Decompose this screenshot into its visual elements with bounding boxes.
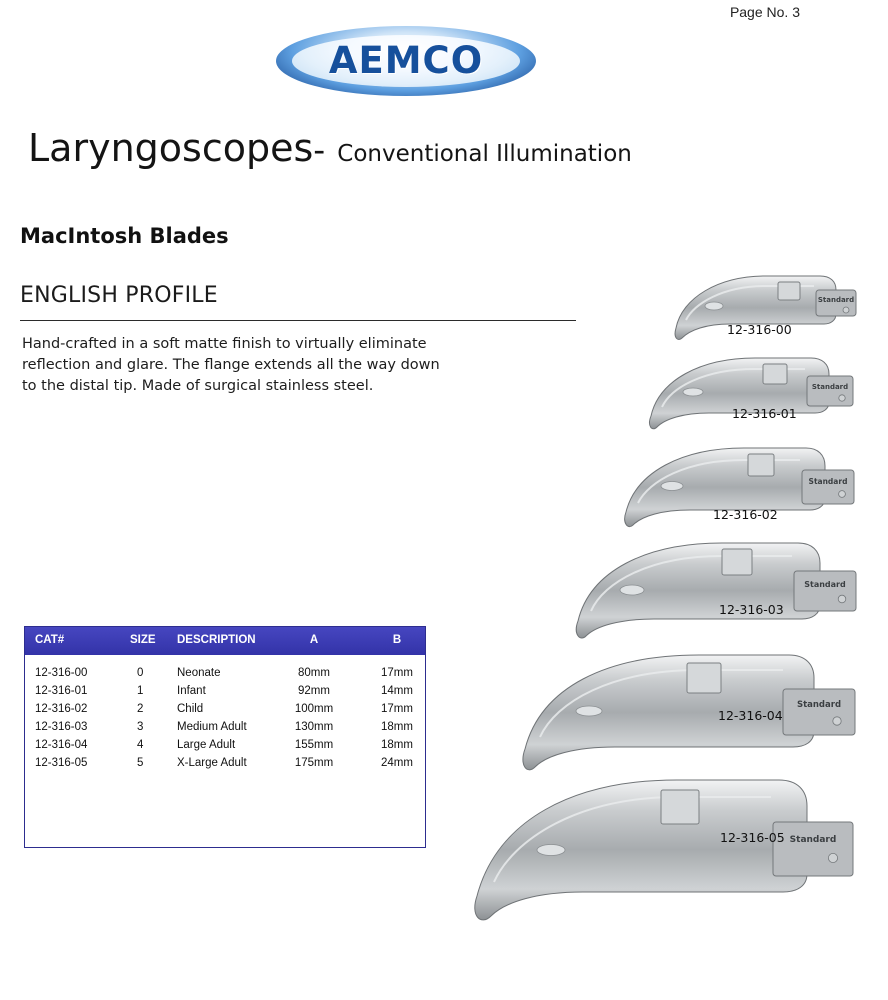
page-title-main: Laryngoscopes <box>28 126 314 170</box>
table-row <box>25 739 425 757</box>
cell-a: 100mm <box>294 703 334 715</box>
cell-size: 1 <box>137 685 144 697</box>
cell-b: 18mm <box>381 721 413 733</box>
cell-cat: 12-316-05 <box>35 757 88 769</box>
blade-image-12-316-01 <box>645 350 875 450</box>
cell-a: 80mm <box>298 667 330 679</box>
cell-a: 175mm <box>294 757 334 769</box>
page-title-dash: - <box>313 130 326 169</box>
table-row <box>25 685 425 703</box>
svg-text:Standard: Standard <box>811 383 849 391</box>
table-row <box>25 703 425 721</box>
column-header-description: DESCRIPTION <box>177 634 256 646</box>
cell-b: 14mm <box>381 685 413 697</box>
aemco-logo <box>276 26 536 96</box>
figure-label-12-316-03: 12-316-03 <box>719 602 784 617</box>
section-heading: MacIntosh Blades <box>20 224 229 248</box>
svg-text:Standard: Standard <box>817 296 855 304</box>
cell-a: 155mm <box>294 739 334 751</box>
specification-table <box>24 626 426 848</box>
cell-cat: 12-316-00 <box>35 667 88 679</box>
page-title <box>28 126 632 170</box>
column-header-size: SIZE <box>130 634 156 646</box>
svg-text:Standard: Standard <box>808 477 848 486</box>
cell-description: Child <box>177 703 204 715</box>
cell-size: 4 <box>137 739 144 751</box>
cell-description: Medium Adult <box>177 721 247 733</box>
cell-cat: 12-316-01 <box>35 685 88 697</box>
cell-b: 24mm <box>381 757 413 769</box>
blade-image-12-316-00 <box>670 268 870 358</box>
table-header-row <box>25 627 425 655</box>
cell-description: Infant <box>177 685 206 697</box>
product-images <box>455 250 888 970</box>
cell-size: 2 <box>137 703 144 715</box>
cell-b: 17mm <box>381 667 413 679</box>
cell-size: 3 <box>137 721 144 733</box>
table-row <box>25 667 425 685</box>
description-text: Hand-crafted in a soft matte finish to virtually eliminate reflection and glare. The flange extends all the way down to the distal tip. Made of surgical stainless steel. <box>22 336 440 394</box>
column-header-b: B <box>392 634 402 646</box>
cell-cat: 12-316-02 <box>35 703 88 715</box>
column-header-cat: CAT# <box>35 634 65 646</box>
svg-text:Standard: Standard <box>804 580 846 589</box>
cell-a: 130mm <box>294 721 334 733</box>
page-number: Page No. 3 <box>729 4 800 20</box>
cell-cat: 12-316-03 <box>35 721 88 733</box>
figure-label-12-316-05: 12-316-05 <box>720 830 785 845</box>
cell-description: X-Large Adult <box>177 757 247 769</box>
column-header-a: A <box>309 634 319 646</box>
page-title-sub: Conventional Illumination <box>337 141 632 167</box>
table-row <box>25 721 425 739</box>
profile-heading: ENGLISH PROFILE <box>20 283 218 308</box>
cell-size: 0 <box>137 667 144 679</box>
svg-text:Standard: Standard <box>796 700 842 710</box>
blade-image-12-316-05 <box>465 770 875 955</box>
cell-b: 17mm <box>381 703 413 715</box>
cell-description: Neonate <box>177 667 221 679</box>
logo-text: AEMCO <box>328 39 484 82</box>
svg-text:Standard: Standard <box>789 835 837 845</box>
table-row <box>25 757 425 775</box>
figure-label-12-316-02: 12-316-02 <box>713 507 778 522</box>
figure-label-12-316-00: 12-316-00 <box>727 322 792 337</box>
cell-cat: 12-316-04 <box>35 739 88 751</box>
cell-b: 18mm <box>381 739 413 751</box>
cell-a: 92mm <box>298 685 330 697</box>
cell-size: 5 <box>137 757 144 769</box>
blade-image-12-316-02 <box>620 440 875 550</box>
figure-label-12-316-04: 12-316-04 <box>718 708 783 723</box>
figure-label-12-316-01: 12-316-01 <box>732 406 797 421</box>
cell-description: Large Adult <box>177 739 236 751</box>
table-body <box>25 667 425 775</box>
